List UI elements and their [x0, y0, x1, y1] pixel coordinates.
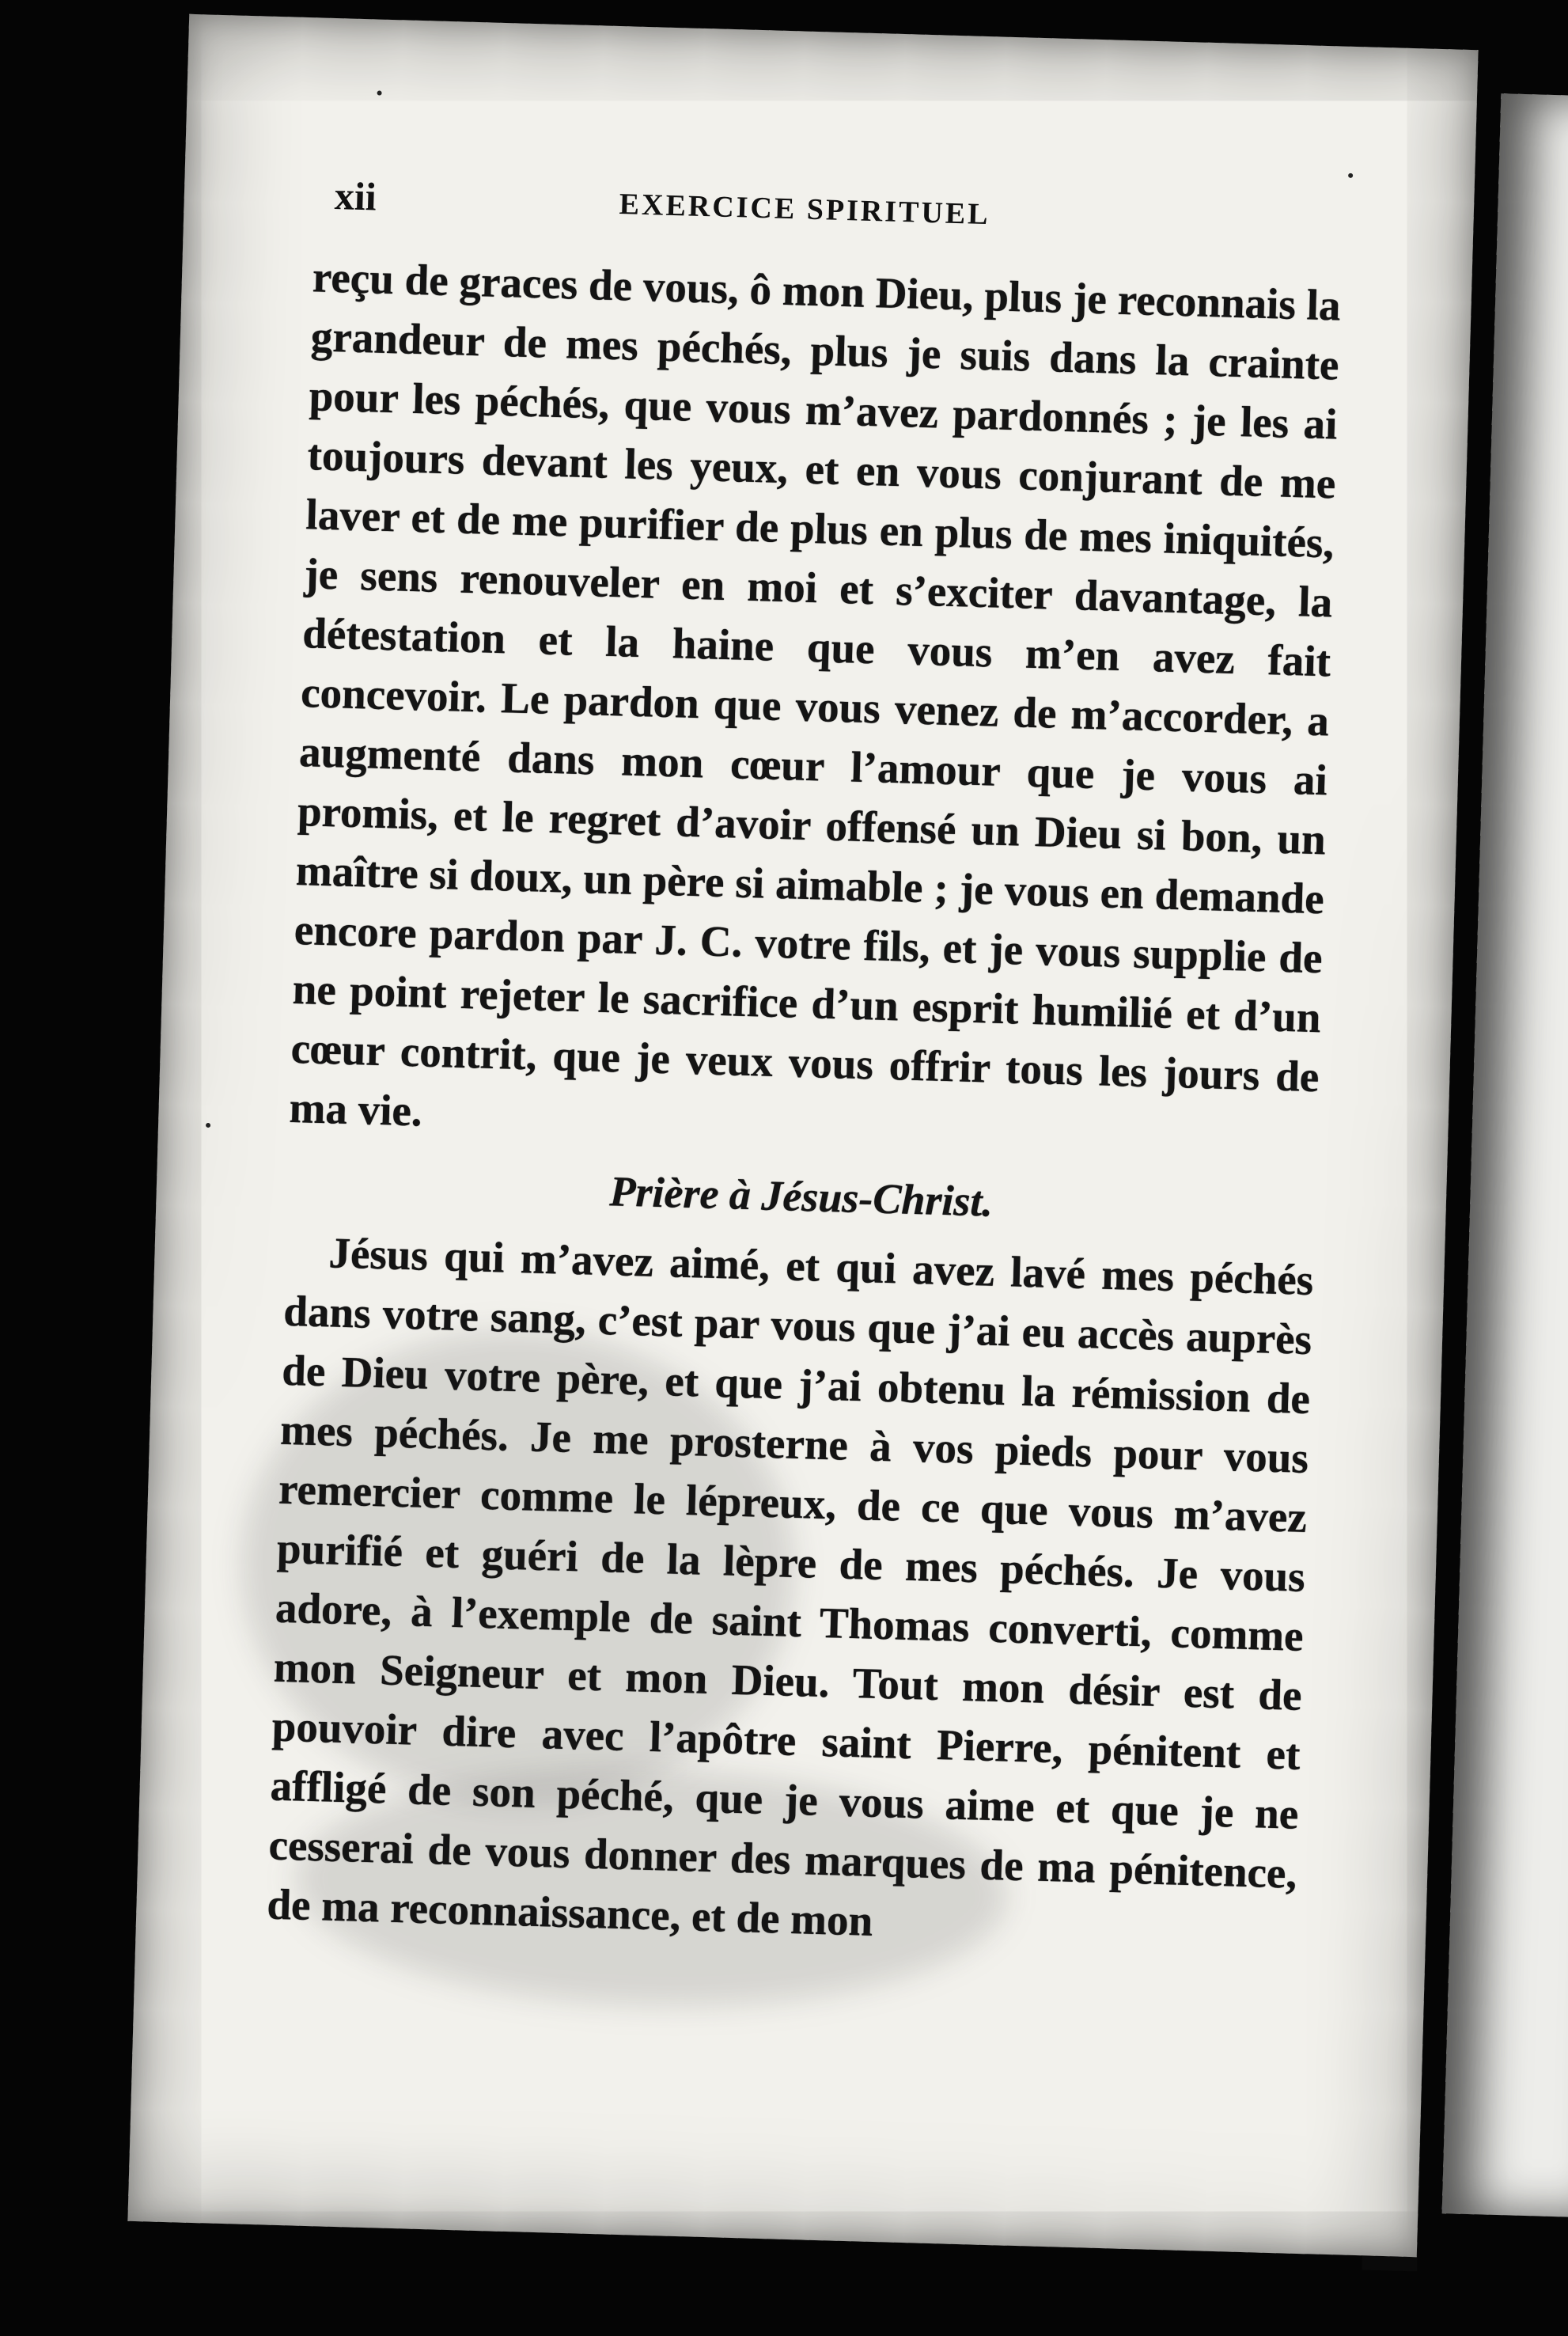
page-header	[334, 173, 1332, 264]
dust-speck	[1348, 173, 1353, 178]
dust-speck	[377, 90, 381, 95]
dust-speck	[206, 1123, 210, 1128]
body-paragraph: Jésus qui m’avez aimé, et qui avez lavé mes péchés dans votre sang, c’est par vous que j’ai eu accès auprès de Dieu votre père, et que j’ai obtenu la rémission de mes péchés. Je me prosterne à vos pieds pour vous remercier comme le lépreux, de ce que vous m’avez purifié et guéri de la lèpre de mes péchés. Je vous adore, à l’exemple de saint Thomas converti, comme mon Seigneur et mon Dieu. Tout mon désir est de pouvoir dire avec l’apôtre saint Pierre, pénitent et affligé de son péché, que je vous aime et que je ne cesserai de vous donner des marques de ma pénitence, de ma reconnaissance, et de mon	[266, 1228, 1315, 1945]
running-head: EXERCICE SPIRITUEL	[619, 188, 991, 232]
page-number: xii	[334, 173, 377, 219]
section-heading: Prière à Jésus-Christ.	[608, 1167, 994, 1226]
scanned-page	[127, 14, 1478, 2257]
body-paragraph: reçu de graces de vous, ô mon Dieu, plus je reconnais la grandeur de mes péchés, plus je suis dans la crainte pour les péchés, que vous m’avez pardonnés ; je les ai toujours devant les yeux, et en vous conjurant de me laver et de me purifier de plus en plus de mes iniquités, je sens renouveler en moi et s’exciter davantage, la détestation et la haine que vous m’en avez fait concevoir. Le pardon que vous venez de m’accorder, a augmenté dans mon cœur l’amour que je vous ai promis, et le regret d’avoir offensé un Dieu si bon, un maître si doux, un père si aimable ; je vous en demande encore pardon par J. C. votre fils, et je vous supplie de ne point rejeter le sacrifice d’un esprit humilié et d’un cœur contrit, que je veux vous offrir tous les jours de ma vie.	[288, 252, 1342, 1136]
page-text	[267, 247, 1342, 1962]
